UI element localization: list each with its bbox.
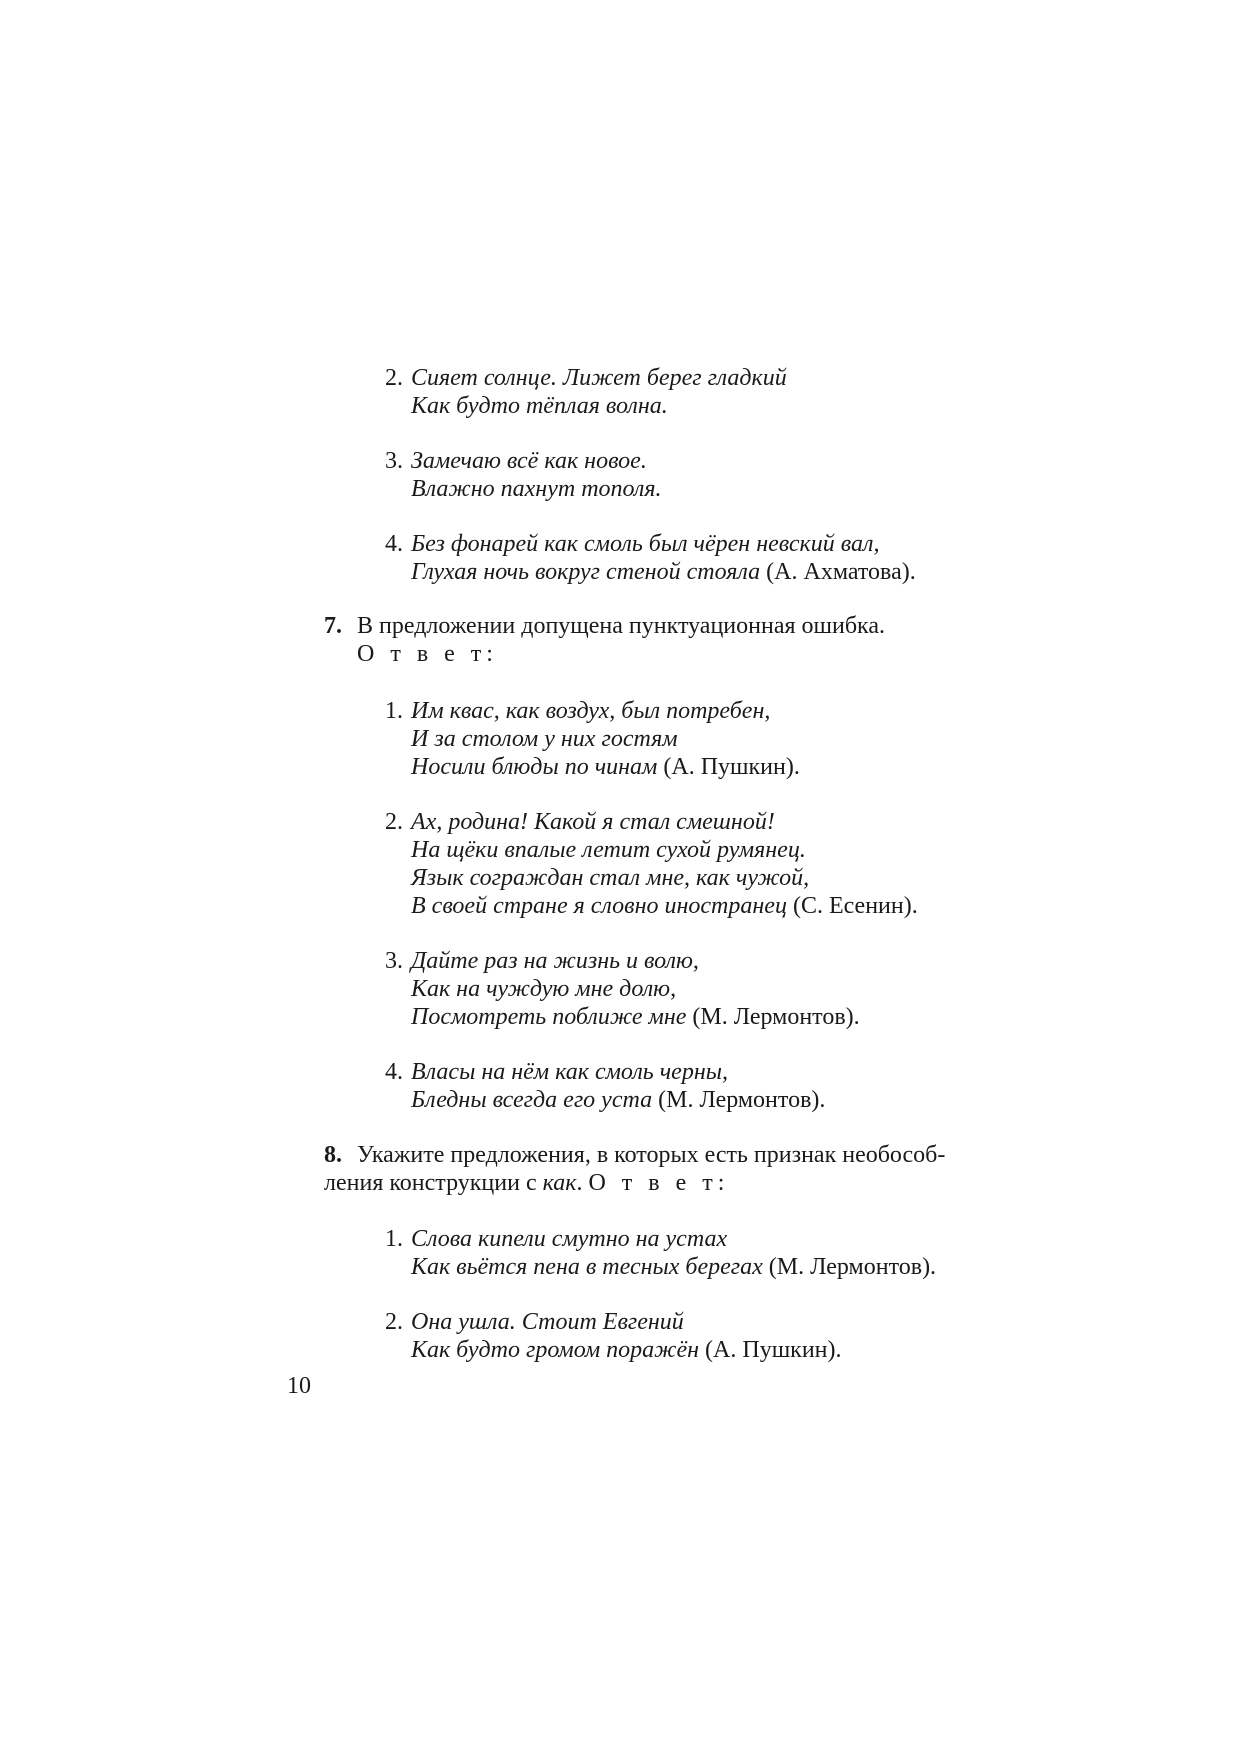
question-number: 8.	[324, 1142, 342, 1168]
question-text-continued: ления конструкции с как. О т в е т:	[324, 1170, 730, 1196]
verse-line: Им квас, как воздух, был потребен,	[411, 698, 771, 724]
item-number: 3.	[385, 448, 403, 474]
q8-item-1	[385, 1225, 985, 1281]
verse-line: Она ушла. Стоит Евгений	[411, 1309, 684, 1335]
item-number: 4.	[385, 531, 403, 557]
q7-item-1	[385, 697, 985, 781]
q6-item-2	[385, 364, 985, 420]
verse-line: Слова кипели смутно на устах	[411, 1226, 728, 1252]
answer-label: О т в е т:	[357, 641, 498, 667]
verse-line: Как будто тёплая волна.	[411, 393, 668, 419]
q6-item-3	[385, 447, 985, 503]
page-number: 10	[287, 1373, 311, 1399]
verse-line: Дайте раз на жизнь и волю,	[411, 948, 699, 974]
verse-line: Замечаю всё как новое.	[411, 448, 647, 474]
answer-label: О т в е т:	[588, 1170, 730, 1196]
q7-item-2	[385, 808, 985, 920]
verse-line: В своей стране я словно иностранец (С. Есенин).	[411, 893, 918, 919]
verse-line: На щёки впалые летит сухой румянец.	[411, 837, 806, 863]
verse-line: Ах, родина! Какой я стал смешной!	[411, 809, 775, 835]
verse-line: Власы на нём как смоль черны,	[411, 1059, 728, 1085]
question-number: 7.	[324, 613, 342, 639]
verse-line: Бледны всегда его уста (М. Лермонтов).	[411, 1087, 826, 1113]
verse-line: Носили блюды по чинам (А. Пушкин).	[411, 754, 800, 780]
question-7	[324, 612, 964, 668]
verse-line: Влажно пахнут тополя.	[411, 476, 662, 502]
item-number: 1.	[385, 698, 403, 724]
verse-line: Посмотреть поближе мне (М. Лермонтов).	[411, 1004, 860, 1030]
item-number: 3.	[385, 948, 403, 974]
question-text: В предложении допущена пунктуационная ошибка.	[357, 613, 885, 639]
q7-item-3	[385, 947, 985, 1031]
item-number: 2.	[385, 1309, 403, 1335]
question-text: Укажите предложения, в которых есть признак необособ-	[357, 1142, 946, 1168]
item-number: 2.	[385, 365, 403, 391]
verse-line: Глухая ночь вокруг стеной стояла (А. Ахматова).	[411, 559, 916, 585]
verse-line: Как вьётся пена в тесных берегах (М. Лермонтов).	[411, 1254, 937, 1280]
verse-line: Язык сограждан стал мне, как чужой,	[411, 865, 810, 891]
question-8	[324, 1141, 964, 1197]
verse-line: Без фонарей как смоль был чёрен невский вал,	[411, 531, 880, 557]
verse-line: И за столом у них гостям	[411, 726, 678, 752]
verse-line: Как будто громом поражён (А. Пушкин).	[411, 1337, 842, 1363]
verse-line: Как на чуждую мне долю,	[411, 976, 677, 1002]
verse-line: Сияет солнце. Лижет берег гладкий	[411, 365, 787, 391]
item-number: 2.	[385, 809, 403, 835]
item-number: 4.	[385, 1059, 403, 1085]
q7-item-4	[385, 1058, 985, 1114]
item-number: 1.	[385, 1226, 403, 1252]
q8-item-2	[385, 1308, 985, 1364]
q6-item-4	[385, 530, 985, 586]
